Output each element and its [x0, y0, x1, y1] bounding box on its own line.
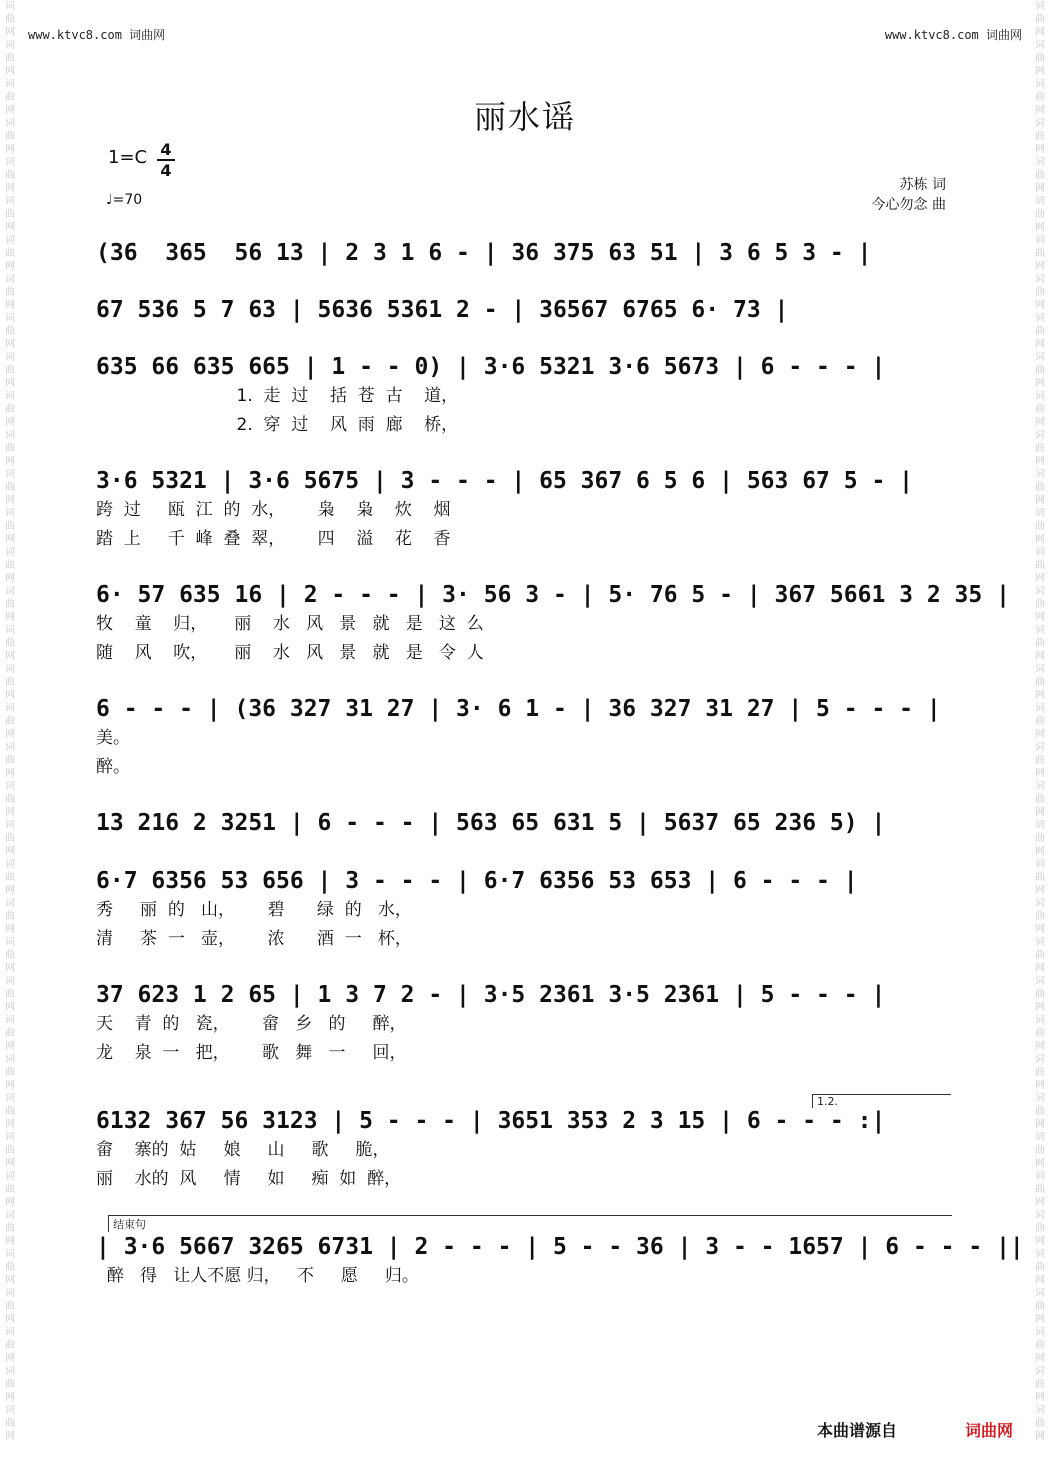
score-row — [96, 295, 956, 325]
watermark-glyph: 网 — [1035, 573, 1045, 584]
watermark-glyph: 网 — [5, 1002, 15, 1013]
site-url-left[interactable]: www.ktvc8.com 词曲网 — [28, 28, 166, 42]
watermark-glyph: 曲 — [5, 1262, 15, 1273]
watermark-glyph: 网 — [5, 1392, 15, 1403]
watermark-glyph: 词 — [5, 157, 15, 168]
watermark-glyph: 网 — [1035, 612, 1045, 623]
watermark-glyph: 词 — [5, 1132, 15, 1143]
watermark-glyph: 曲 — [1035, 170, 1045, 181]
watermark-glyph: 网 — [1035, 183, 1045, 194]
quarter-note-icon: ♩ — [106, 192, 113, 208]
score-row — [96, 466, 956, 554]
watermark-glyph: 曲 — [5, 131, 15, 142]
watermark-glyph: 词 — [1035, 1132, 1045, 1143]
watermark-glyph: 网 — [5, 573, 15, 584]
watermark-glyph: 曲 — [1035, 1340, 1045, 1351]
watermark-glyph: 词 — [1035, 1249, 1045, 1260]
watermark-glyph: 网 — [1035, 27, 1045, 38]
watermark-glyph: 词 — [1035, 1210, 1045, 1221]
watermark-glyph: 曲 — [1035, 209, 1045, 220]
watermark-glyph: 词 — [1035, 898, 1045, 909]
watermark-glyph: 曲 — [1035, 326, 1045, 337]
watermark-glyph: 网 — [1035, 417, 1045, 428]
notation-line: 6· 57 635 16 | 2 - - - | 3· 56 3 - | 5· 76 5 - | 367 5661 3 2 35 | — [96, 582, 1010, 608]
watermark-glyph: 词 — [5, 1210, 15, 1221]
watermark-glyph: 曲 — [1035, 1028, 1045, 1039]
watermark-glyph: 网 — [5, 261, 15, 272]
watermark-glyph: 词 — [1035, 1327, 1045, 1338]
lyricist-credit: 苏栋 词 — [899, 177, 946, 193]
watermark-glyph: 网 — [1035, 300, 1045, 311]
watermark-glyph: 词 — [5, 1, 15, 12]
watermark-glyph: 词 — [5, 1171, 15, 1182]
watermark-glyph: 词 — [5, 118, 15, 129]
watermark-glyph: 词 — [5, 1015, 15, 1026]
watermark-glyph: 网 — [1035, 1197, 1045, 1208]
watermark-glyph: 网 — [5, 846, 15, 857]
lyric-line: 丽 水的 风 情 如 痴 如 醉， — [96, 1169, 402, 1189]
notation-line: 67 536 5 7 63 | 5636 5361 2 - | 36567 6765 6· 73 | — [96, 297, 789, 323]
watermark-glyph: 词 — [1035, 118, 1045, 129]
footer-brand-link[interactable]: 词曲网 — [965, 1421, 1014, 1440]
watermark-glyph: 网 — [1035, 378, 1045, 389]
watermark-glyph: 词 — [1035, 1093, 1045, 1104]
watermark-glyph: 曲 — [5, 1301, 15, 1312]
watermark-glyph: 词 — [5, 820, 15, 831]
watermark-glyph: 曲 — [1035, 950, 1045, 961]
watermark-glyph: 网 — [1035, 144, 1045, 155]
watermark-glyph: 网 — [1035, 66, 1045, 77]
watermark-glyph: 曲 — [1035, 1301, 1045, 1312]
watermark-glyph: 曲 — [1035, 755, 1045, 766]
watermark-glyph: 网 — [5, 66, 15, 77]
watermark-glyph: 词 — [1035, 235, 1045, 246]
watermark-glyph: 曲 — [5, 599, 15, 610]
watermark-glyph: 词 — [1035, 1366, 1045, 1377]
watermark-glyph: 词 — [1035, 625, 1045, 636]
watermark-glyph: 词 — [1035, 1, 1045, 12]
watermark-glyph: 网 — [5, 651, 15, 662]
watermark-glyph: 词 — [5, 1093, 15, 1104]
watermark-glyph: 曲 — [1035, 1145, 1045, 1156]
watermark-glyph: 网 — [1035, 456, 1045, 467]
tempo-value: =70 — [112, 192, 143, 208]
watermark-glyph: 词 — [5, 976, 15, 987]
notation-line: 37 623 1 2 65 | 1 3 7 2 - | 3·5 2361 3·5 2361 | 5 - - - | — [96, 982, 886, 1008]
watermark-glyph: 网 — [5, 1158, 15, 1169]
score-row — [96, 808, 956, 838]
watermark-glyph: 词 — [1035, 274, 1045, 285]
watermark-glyph: 词 — [5, 586, 15, 597]
watermark-glyph: 网 — [5, 1431, 15, 1442]
watermark-glyph: 曲 — [5, 638, 15, 649]
watermark-glyph: 网 — [1035, 495, 1045, 506]
watermark-glyph: 词 — [1035, 1405, 1045, 1416]
watermark-glyph: 曲 — [5, 53, 15, 64]
watermark-glyph: 曲 — [5, 404, 15, 415]
watermark-glyph: 曲 — [5, 911, 15, 922]
watermark-glyph: 网 — [1035, 1002, 1045, 1013]
watermark-glyph: 词 — [1035, 859, 1045, 870]
watermark-glyph: 词 — [1035, 586, 1045, 597]
watermark-glyph: 曲 — [1035, 716, 1045, 727]
watermark-glyph: 网 — [1035, 924, 1045, 935]
watermark-glyph: 曲 — [1035, 1067, 1045, 1078]
watermark-glyph: 词 — [5, 391, 15, 402]
watermark-glyph: 曲 — [1035, 638, 1045, 649]
watermark-glyph: 词 — [1035, 781, 1045, 792]
watermark-glyph: 词 — [5, 703, 15, 714]
watermark-glyph: 曲 — [1035, 131, 1045, 142]
lyric-line: 美。 — [96, 728, 130, 748]
watermark-glyph: 网 — [5, 807, 15, 818]
lyric-line: 秀 丽 的 山， 碧 绿 的 水， — [96, 900, 412, 920]
lyric-line: 天 青 的 瓷， 畲 乡 的 醉， — [96, 1014, 407, 1034]
watermark-glyph: 词 — [1035, 1015, 1045, 1026]
watermark-glyph: 词 — [5, 1405, 15, 1416]
watermark-glyph: 曲 — [5, 521, 15, 532]
watermark-glyph: 词 — [1035, 430, 1045, 441]
watermark-glyph: 词 — [5, 1249, 15, 1260]
watermark-glyph: 网 — [1035, 1236, 1045, 1247]
watermark-glyph: 网 — [1035, 846, 1045, 857]
watermark-glyph: 曲 — [5, 560, 15, 571]
watermark-glyph: 网 — [5, 612, 15, 623]
time-signature — [157, 140, 175, 180]
composer-credit: 今心勿念 曲 — [871, 197, 946, 213]
watermark-glyph: 词 — [1035, 703, 1045, 714]
lyric-line: 踏 上 千 峰 叠 翠， 四 溢 花 香 — [96, 529, 451, 549]
watermark-glyph: 词 — [1035, 664, 1045, 675]
watermark-glyph: 词 — [1035, 508, 1045, 519]
watermark-glyph: 词 — [5, 625, 15, 636]
watermark-glyph: 网 — [5, 378, 15, 389]
watermark-glyph: 词 — [5, 79, 15, 90]
watermark-glyph: 曲 — [1035, 1184, 1045, 1195]
watermark-glyph: 词 — [5, 40, 15, 51]
watermark-glyph: 网 — [1035, 807, 1045, 818]
watermark-glyph: 曲 — [1035, 365, 1045, 376]
watermark-glyph: 网 — [1035, 1392, 1045, 1403]
watermark-glyph: 网 — [5, 1080, 15, 1091]
watermark-glyph: 网 — [1035, 1080, 1045, 1091]
watermark-glyph: 网 — [5, 222, 15, 233]
right-watermark-strip — [1032, 0, 1048, 1465]
watermark-glyph: 词 — [5, 352, 15, 363]
watermark-glyph: 网 — [1035, 1353, 1045, 1364]
watermark-glyph: 词 — [5, 547, 15, 558]
watermark-glyph: 网 — [5, 963, 15, 974]
watermark-glyph: 曲 — [5, 443, 15, 454]
watermark-glyph: 词 — [5, 742, 15, 753]
watermark-glyph: 曲 — [5, 209, 15, 220]
lyric-line: 畲 寨的 姑 娘 山 歌 脆， — [96, 1140, 390, 1160]
watermark-glyph: 曲 — [5, 287, 15, 298]
watermark-glyph: 曲 — [1035, 287, 1045, 298]
watermark-glyph: 网 — [5, 27, 15, 38]
watermark-glyph: 词 — [5, 274, 15, 285]
watermark-glyph: 网 — [5, 417, 15, 428]
watermark-glyph: 网 — [5, 183, 15, 194]
watermark-glyph: 网 — [1035, 222, 1045, 233]
watermark-glyph: 曲 — [1035, 794, 1045, 805]
watermark-glyph: 曲 — [5, 950, 15, 961]
watermark-glyph: 网 — [5, 729, 15, 740]
watermark-glyph: 词 — [5, 508, 15, 519]
watermark-glyph: 词 — [5, 469, 15, 480]
score-row — [96, 1232, 1024, 1291]
watermark-glyph: 曲 — [5, 1028, 15, 1039]
lyric-line: 2. 穿 过 风 雨 廊 桥， — [96, 415, 459, 435]
watermark-glyph: 网 — [1035, 729, 1045, 740]
watermark-glyph: 词 — [1035, 469, 1045, 480]
watermark-glyph: 网 — [5, 534, 15, 545]
watermark-glyph: 网 — [5, 1041, 15, 1052]
watermark-glyph: 词 — [1035, 742, 1045, 753]
watermark-glyph: 网 — [5, 1236, 15, 1247]
watermark-glyph: 曲 — [1035, 989, 1045, 1000]
watermark-glyph: 曲 — [5, 14, 15, 25]
watermark-glyph: 曲 — [5, 1379, 15, 1390]
watermark-glyph: 词 — [1035, 976, 1045, 987]
watermark-glyph: 词 — [1035, 1054, 1045, 1065]
watermark-glyph: 词 — [5, 1366, 15, 1377]
watermark-glyph: 曲 — [1035, 560, 1045, 571]
watermark-glyph: 词 — [1035, 1288, 1045, 1299]
watermark-glyph: 网 — [1035, 1314, 1045, 1325]
watermark-glyph: 曲 — [5, 170, 15, 181]
watermark-glyph: 曲 — [5, 92, 15, 103]
watermark-glyph: 网 — [1035, 1041, 1045, 1052]
watermark-glyph: 曲 — [1035, 248, 1045, 259]
watermark-glyph: 曲 — [1035, 1262, 1045, 1273]
watermark-glyph: 网 — [1035, 963, 1045, 974]
watermark-glyph: 曲 — [5, 1184, 15, 1195]
watermark-glyph: 网 — [1035, 690, 1045, 701]
watermark-glyph: 词 — [5, 781, 15, 792]
watermark-glyph: 网 — [1035, 261, 1045, 272]
watermark-glyph: 词 — [5, 196, 15, 207]
watermark-glyph: 曲 — [5, 989, 15, 1000]
lyric-line: 1. 走 过 括 苍 古 道， — [96, 386, 459, 406]
watermark-glyph: 曲 — [1035, 1106, 1045, 1117]
watermark-glyph: 词 — [5, 430, 15, 441]
tempo-marking — [106, 192, 142, 208]
watermark-glyph: 曲 — [1035, 1223, 1045, 1234]
watermark-glyph: 网 — [5, 924, 15, 935]
watermark-glyph: 词 — [5, 1288, 15, 1299]
site-url-right[interactable]: www.ktvc8.com 词曲网 — [884, 28, 1022, 42]
volta-bracket: 1.2. — [812, 1094, 951, 1108]
watermark-glyph: 网 — [1035, 1119, 1045, 1130]
lyric-line: 醉。 — [96, 757, 130, 777]
notation-line: 6 - - - | (36 327 31 27 | 3· 6 1 - | 36 327 31 27 | 5 - - - | — [96, 696, 941, 722]
watermark-glyph: 网 — [5, 300, 15, 311]
watermark-glyph: 曲 — [5, 326, 15, 337]
watermark-glyph: 曲 — [1035, 1418, 1045, 1429]
watermark-glyph: 网 — [5, 144, 15, 155]
watermark-glyph: 网 — [1035, 768, 1045, 779]
lyric-line: 龙 泉 一 把， 歌 舞 一 回， — [96, 1043, 407, 1063]
coda-bracket: 结束句 — [108, 1215, 952, 1232]
watermark-glyph: 曲 — [5, 1418, 15, 1429]
watermark-glyph: 曲 — [1035, 599, 1045, 610]
notation-line: (36 365 56 13 | 2 3 1 6 - | 36 375 63 51 | 3 6 5 3 - | — [96, 240, 872, 266]
watermark-glyph: 词 — [1035, 1171, 1045, 1182]
watermark-glyph: 曲 — [1035, 521, 1045, 532]
watermark-glyph: 词 — [1035, 820, 1045, 831]
watermark-glyph: 网 — [5, 690, 15, 701]
watermark-glyph: 曲 — [1035, 53, 1045, 64]
watermark-glyph: 网 — [5, 1353, 15, 1364]
notation-line: 3·6 5321 | 3·6 5675 | 3 - - - | 65 367 6 5 6 | 563 67 5 - | — [96, 468, 913, 494]
watermark-glyph: 词 — [1035, 937, 1045, 948]
lyric-line: 随 风 吹， 丽 水 风 景 就 是 令 人 — [96, 643, 484, 663]
watermark-glyph: 词 — [1035, 196, 1045, 207]
watermark-glyph: 曲 — [5, 1340, 15, 1351]
watermark-glyph: 网 — [1035, 534, 1045, 545]
watermark-glyph: 词 — [1035, 391, 1045, 402]
score-row — [96, 352, 956, 440]
watermark-glyph: 词 — [5, 898, 15, 909]
lyric-line: 牧 童 归， 丽 水 风 景 就 是 这 么 — [96, 614, 484, 634]
score-row — [96, 580, 1010, 668]
notation-line: 6·7 6356 53 656 | 3 - - - | 6·7 6356 53 653 | 6 - - - | — [96, 868, 858, 894]
watermark-glyph: 词 — [1035, 547, 1045, 558]
watermark-glyph: 曲 — [1035, 872, 1045, 883]
watermark-glyph: 词 — [5, 313, 15, 324]
watermark-glyph: 网 — [5, 1314, 15, 1325]
lyric-line: 清 茶 一 壶， 浓 酒 一 杯， — [96, 929, 412, 949]
watermark-glyph: 网 — [1035, 105, 1045, 116]
score-row — [96, 1106, 956, 1194]
watermark-glyph: 词 — [1035, 79, 1045, 90]
watermark-glyph: 曲 — [5, 794, 15, 805]
watermark-glyph: 曲 — [1035, 482, 1045, 493]
score-row — [96, 980, 956, 1068]
watermark-glyph: 词 — [5, 859, 15, 870]
score-row — [96, 694, 956, 782]
watermark-glyph: 曲 — [1035, 677, 1045, 688]
watermark-glyph: 网 — [1035, 339, 1045, 350]
watermark-glyph: 网 — [5, 885, 15, 896]
song-title: 丽水谣 — [473, 98, 576, 136]
footer-source-label: 本曲谱源自 — [817, 1421, 898, 1440]
score-row — [96, 866, 956, 954]
watermark-glyph: 曲 — [5, 1223, 15, 1234]
notation-line: | 3·6 5667 3265 6731 | 2 - - - | 5 - - 36 | 3 - - 1657 | 6 - - - || — [96, 1234, 1024, 1260]
watermark-glyph: 曲 — [1035, 833, 1045, 844]
watermark-glyph: 网 — [5, 1197, 15, 1208]
watermark-glyph: 曲 — [5, 716, 15, 727]
watermark-glyph: 词 — [1035, 157, 1045, 168]
watermark-glyph: 词 — [1035, 313, 1045, 324]
watermark-glyph: 曲 — [5, 1106, 15, 1117]
watermark-glyph: 曲 — [5, 755, 15, 766]
watermark-glyph: 曲 — [1035, 911, 1045, 922]
watermark-glyph: 网 — [5, 456, 15, 467]
score-row — [96, 238, 956, 268]
watermark-glyph: 网 — [1035, 1431, 1045, 1442]
left-watermark-strip — [2, 0, 18, 1465]
watermark-glyph: 网 — [1035, 885, 1045, 896]
watermark-glyph: 曲 — [1035, 443, 1045, 454]
watermark-glyph: 网 — [5, 1119, 15, 1130]
notation-line: 6132 367 56 3123 | 5 - - - | 3651 353 2 3 15 | 6 - - - :| — [96, 1108, 886, 1134]
key-signature: 1=C — [108, 147, 148, 168]
watermark-glyph: 网 — [5, 105, 15, 116]
watermark-glyph: 词 — [5, 235, 15, 246]
watermark-glyph: 词 — [5, 1327, 15, 1338]
watermark-glyph: 曲 — [5, 365, 15, 376]
watermark-glyph: 曲 — [5, 677, 15, 688]
watermark-glyph: 曲 — [5, 833, 15, 844]
watermark-glyph: 曲 — [1035, 404, 1045, 415]
watermark-glyph: 网 — [1035, 1275, 1045, 1286]
notation-line: 635 66 635 665 | 1 - - 0) | 3·6 5321 3·6 5673 | 6 - - - | — [96, 354, 886, 380]
watermark-glyph: 词 — [5, 664, 15, 675]
watermark-glyph: 网 — [5, 339, 15, 350]
watermark-glyph: 曲 — [5, 1145, 15, 1156]
meter-top: 4 — [160, 140, 172, 159]
watermark-glyph: 网 — [5, 1275, 15, 1286]
watermark-glyph: 曲 — [1035, 14, 1045, 25]
notation-line: 13 216 2 3251 | 6 - - - | 563 65 631 5 | 5637 65 236 5) | — [96, 810, 886, 836]
watermark-glyph: 网 — [1035, 1158, 1045, 1169]
meter-bottom: 4 — [157, 159, 175, 180]
watermark-glyph: 网 — [5, 768, 15, 779]
watermark-glyph: 曲 — [1035, 92, 1045, 103]
watermark-glyph: 词 — [1035, 40, 1045, 51]
lyric-line: 醉 得 让人不愿 归， 不 愿 归。 — [96, 1266, 419, 1286]
watermark-glyph: 曲 — [5, 482, 15, 493]
watermark-glyph: 曲 — [5, 872, 15, 883]
watermark-glyph: 词 — [5, 937, 15, 948]
watermark-glyph: 词 — [1035, 352, 1045, 363]
watermark-glyph: 曲 — [5, 248, 15, 259]
watermark-glyph: 曲 — [5, 1067, 15, 1078]
watermark-glyph: 曲 — [1035, 1379, 1045, 1390]
watermark-glyph: 网 — [5, 495, 15, 506]
lyric-line: 跨 过 瓯 江 的 水， 枭 枭 炊 烟 — [96, 500, 451, 520]
watermark-glyph: 词 — [5, 1054, 15, 1065]
watermark-glyph: 网 — [1035, 651, 1045, 662]
